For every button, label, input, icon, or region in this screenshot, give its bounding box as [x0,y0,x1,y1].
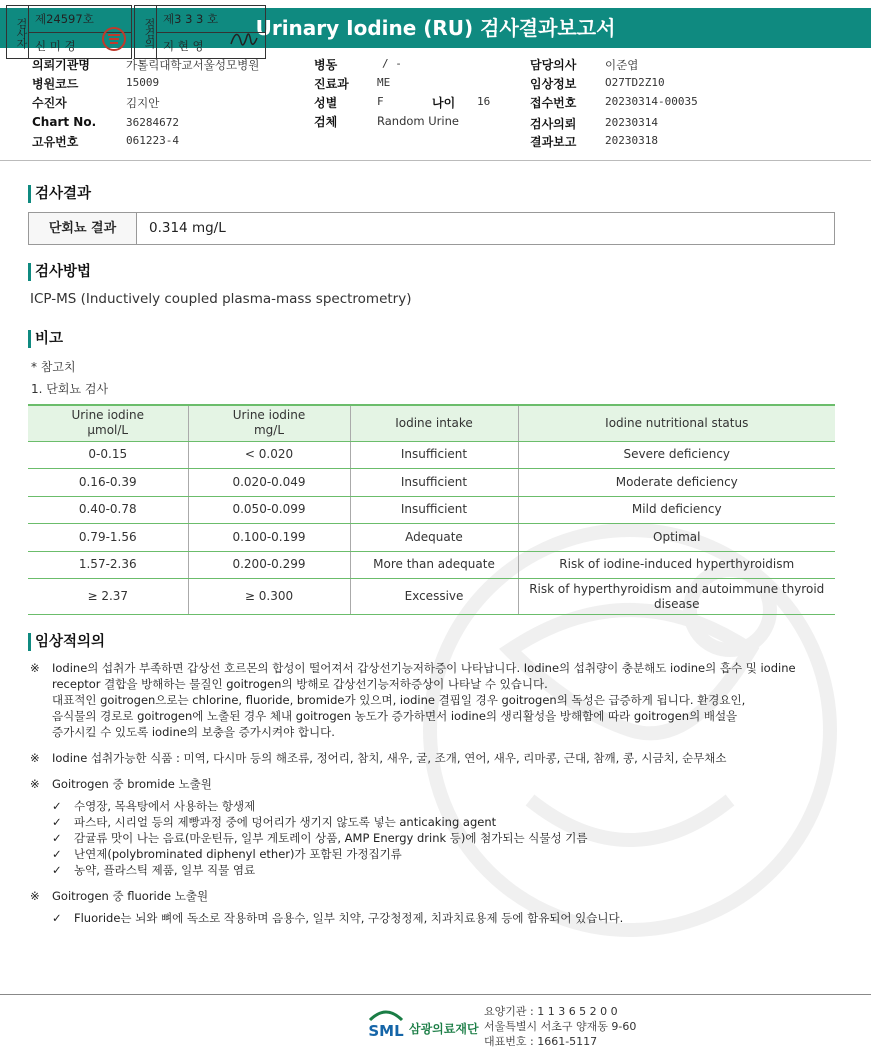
table-cell: 0.100-0.199 [188,524,350,552]
table-row [28,441,835,469]
info-value: ME [377,76,391,89]
info-label: 진료과 [314,77,349,91]
seal-stamp-icon [101,26,127,52]
contact-line: 요양기관 : 1 1 3 6 5 2 0 0 [484,1005,618,1018]
table-cell: Severe deficiency [518,441,835,469]
table-cell: Insufficient [350,441,518,469]
table-row [28,579,835,615]
check-icon: ✓ [52,799,62,813]
table-cell: 1.57-2.36 [28,551,188,579]
list-item-text: Fluoride는 뇌와 뼈에 독소로 작용하며 음용수, 일부 치약, 구강청정제, 치과치료용제 등에 함유되어 있습니다. [74,911,624,925]
list-item-text: 감귤류 맛이 나는 음료(마운틴듀, 일부 게토레이 상품, AMP Energy drink 등)에 첨가되는 식물성 기름 [74,831,588,845]
list-item-text: 난연제(polybrominated diphenyl ether)가 포함된 가정집기류 [74,847,402,861]
sub-note: 1. 단회뇨 검사 [31,382,109,396]
header-line: mg/L [253,423,285,438]
table-cell: 0.40-0.78 [28,496,188,524]
info-value: Random Urine [377,114,459,128]
header-line: Iodine intake [395,415,473,430]
table-cell: Insufficient [350,469,518,497]
foundation-name: 삼광의료재단 [409,1022,479,1036]
table-cell: Adequate [350,524,518,552]
table-row [28,469,835,497]
reference-note: * 참고치 [31,360,76,374]
info-value: 20230314 [605,116,658,129]
check-icon: ✓ [52,831,62,845]
reviewer-label: 점검의 [135,6,157,58]
info-value: 이준엽 [605,58,639,72]
header-line: Iodine nutritional status [605,415,749,430]
table-cell: Risk of hyperthyroidism and autoimmune thyroid disease [518,579,835,615]
list-item [52,798,830,814]
info-label: 성별 [314,96,338,110]
list-item [52,862,830,878]
reviewer-license-no: 제3 3 3 호 [163,12,219,26]
table-header [28,405,188,441]
table-cell: Optimal [518,524,835,552]
table-cell: 0.020-0.049 [188,469,350,497]
inspector-license-no: 제24597호 [35,12,94,26]
table-header-row [28,405,835,441]
info-value: 15009 [126,76,160,89]
table-cell: Mild deficiency [518,496,835,524]
info-label: 고유번호 [32,135,79,149]
note-line: receptor 결합을 방해하는 물질인 goitrogen의 방해로 갑상선기능저하증상이 나타날 수 있습니다. [52,677,548,691]
check-icon: ✓ [52,815,62,829]
info-value: / - [382,57,402,70]
reference-table [28,404,835,615]
info-label: Chart No. [32,115,97,129]
reference-mark-icon: ※ [30,777,40,791]
info-label: 결과보고 [530,135,577,149]
reference-mark-icon: ※ [30,751,40,765]
divider [0,160,871,161]
method-text: ICP-MS (Inductively coupled plasma-mass spectrometry) [30,291,412,307]
table-row [28,524,835,552]
logo-text: SML [368,1022,404,1040]
note-line: Goitrogen 중 fluoride 노출원 [52,889,209,903]
info-value: O27TD2Z10 [605,76,665,89]
reviewer-signature-box [134,5,266,59]
note-line: Iodine의 섭취가 부족하면 갑상선 호르몬의 합성이 떨어져서 갑상선기능저하증이 나타납니다. Iodine의 섭취량이 충분해도 iodine의 흡수 및 iodine [52,661,796,675]
table-header [518,405,835,441]
result-box [28,212,835,245]
table-cell: More than adequate [350,551,518,579]
contact-line: 서울특별시 서초구 양재동 9-60 [484,1020,637,1033]
header-line: μmol/L [87,423,129,438]
info-label: 병동 [314,58,338,72]
section-heading-remarks: 비고 [28,329,63,349]
note-line: Iodine 섭취가능한 식품 : 미역, 다시마 등의 해조류, 정어리, 참치, 새우, 굴, 조개, 연어, 새우, 리마콩, 근대, 참깨, 콩, 시금치, 순무채소 [52,751,727,765]
table-cell: 0.200-0.299 [188,551,350,579]
info-label: 임상정보 [530,77,577,91]
info-label: 검체 [314,115,338,129]
info-label: 접수번호 [530,96,577,110]
clinical-note [30,750,830,766]
list-item-text: 수영장, 목욕탕에서 사용하는 항생제 [74,799,256,813]
table-cell: Risk of iodine-induced hyperthyroidism [518,551,835,579]
info-value: F [377,95,384,108]
table-cell: 0.79-1.56 [28,524,188,552]
inspector-label: 검사자 [7,6,29,58]
table-cell: ≥ 2.37 [28,579,188,615]
info-label: 병원코드 [32,77,79,91]
clinical-note [30,660,830,740]
section-heading-clinical: 임상적의의 [28,632,105,652]
inspector-name: 신 미 경 [29,32,131,59]
list-item [52,814,830,830]
header-line: Urine iodine [71,408,144,423]
table-cell: < 0.020 [188,441,350,469]
info-value: 061223-4 [126,134,179,147]
reviewer-name: 지 현 영 [157,32,265,59]
table-cell: Insufficient [350,496,518,524]
table-cell: 0.16-0.39 [28,469,188,497]
reference-mark-icon: ※ [30,889,40,903]
table-header [188,405,350,441]
note-line: 대표적인 goitrogen으로는 chlorine, fluoride, bromide가 있으며, iodine 결핍일 경우 goitrogen의 독성은 급증하게 됩니다. 환경요인, [52,693,746,707]
info-label-age: 나이 [432,96,456,110]
report-title: Urinary Iodine (RU) 검사결과보고서 [0,8,871,48]
handwritten-signature-icon [225,20,261,56]
result-value: 0.314 mg/L [149,220,226,236]
table-row [28,496,835,524]
info-label: 수진자 [32,96,67,110]
result-label: 단회뇨 결과 [29,213,137,244]
list-item [52,846,830,862]
list-item [52,830,830,846]
info-label: 의뢰기관명 [32,58,90,72]
info-label: 담당의사 [530,58,577,72]
info-value: 김지안 [126,96,160,110]
inspector-signature-box [6,5,132,59]
note-line: 증가시킬 수 있도록 iodine의 보충을 증가시켜야 합니다. [52,725,335,739]
info-value: 가톨릭대학교서울성모병원 [126,58,260,72]
clinical-note [30,776,830,792]
list-item-text: 농약, 플라스틱 제품, 일부 직물 염료 [74,863,256,877]
table-cell: Moderate deficiency [518,469,835,497]
fluoride-list [30,910,830,926]
bromide-list [30,798,830,878]
section-heading-result: 검사결과 [28,184,91,204]
clinical-content [30,660,830,926]
note-line: 음식물의 경로로 goitrogen에 노출된 경우 체내 goitrogen 농도가 증가하면서 iodine의 생리활성을 방해함에 따라 goitrogen의 배설을 [52,709,738,723]
table-cell: ≥ 0.300 [188,579,350,615]
reference-mark-icon: ※ [30,661,40,675]
check-icon: ✓ [52,847,62,861]
check-icon: ✓ [52,911,62,925]
table-cell: 0.050-0.099 [188,496,350,524]
table-header [350,405,518,441]
header-line: Urine iodine [232,408,306,423]
info-value: 20230314-00035 [605,95,698,108]
info-value-age: 16 [477,95,491,108]
section-heading-method: 검사방법 [28,262,91,282]
table-cell: Excessive [350,579,518,615]
info-value: 36284672 [126,116,179,129]
note-line: Goitrogen 중 bromide 노출원 [52,777,212,791]
info-label: 검사의뢰 [530,117,577,131]
list-item [52,910,830,926]
table-row [28,551,835,579]
table-cell: 0-0.15 [28,441,188,469]
clinical-note [30,888,830,904]
contact-line: 대표번호 : 1661-5117 [484,1035,598,1048]
contact-info [484,1004,636,1049]
info-value: 20230318 [605,134,658,147]
check-icon: ✓ [52,863,62,877]
sml-logo-icon [364,1006,408,1046]
list-item-text: 파스타, 시리얼 등의 제빵과정 중에 덩어리가 생기지 않도록 넣는 anticaking agent [74,815,497,829]
